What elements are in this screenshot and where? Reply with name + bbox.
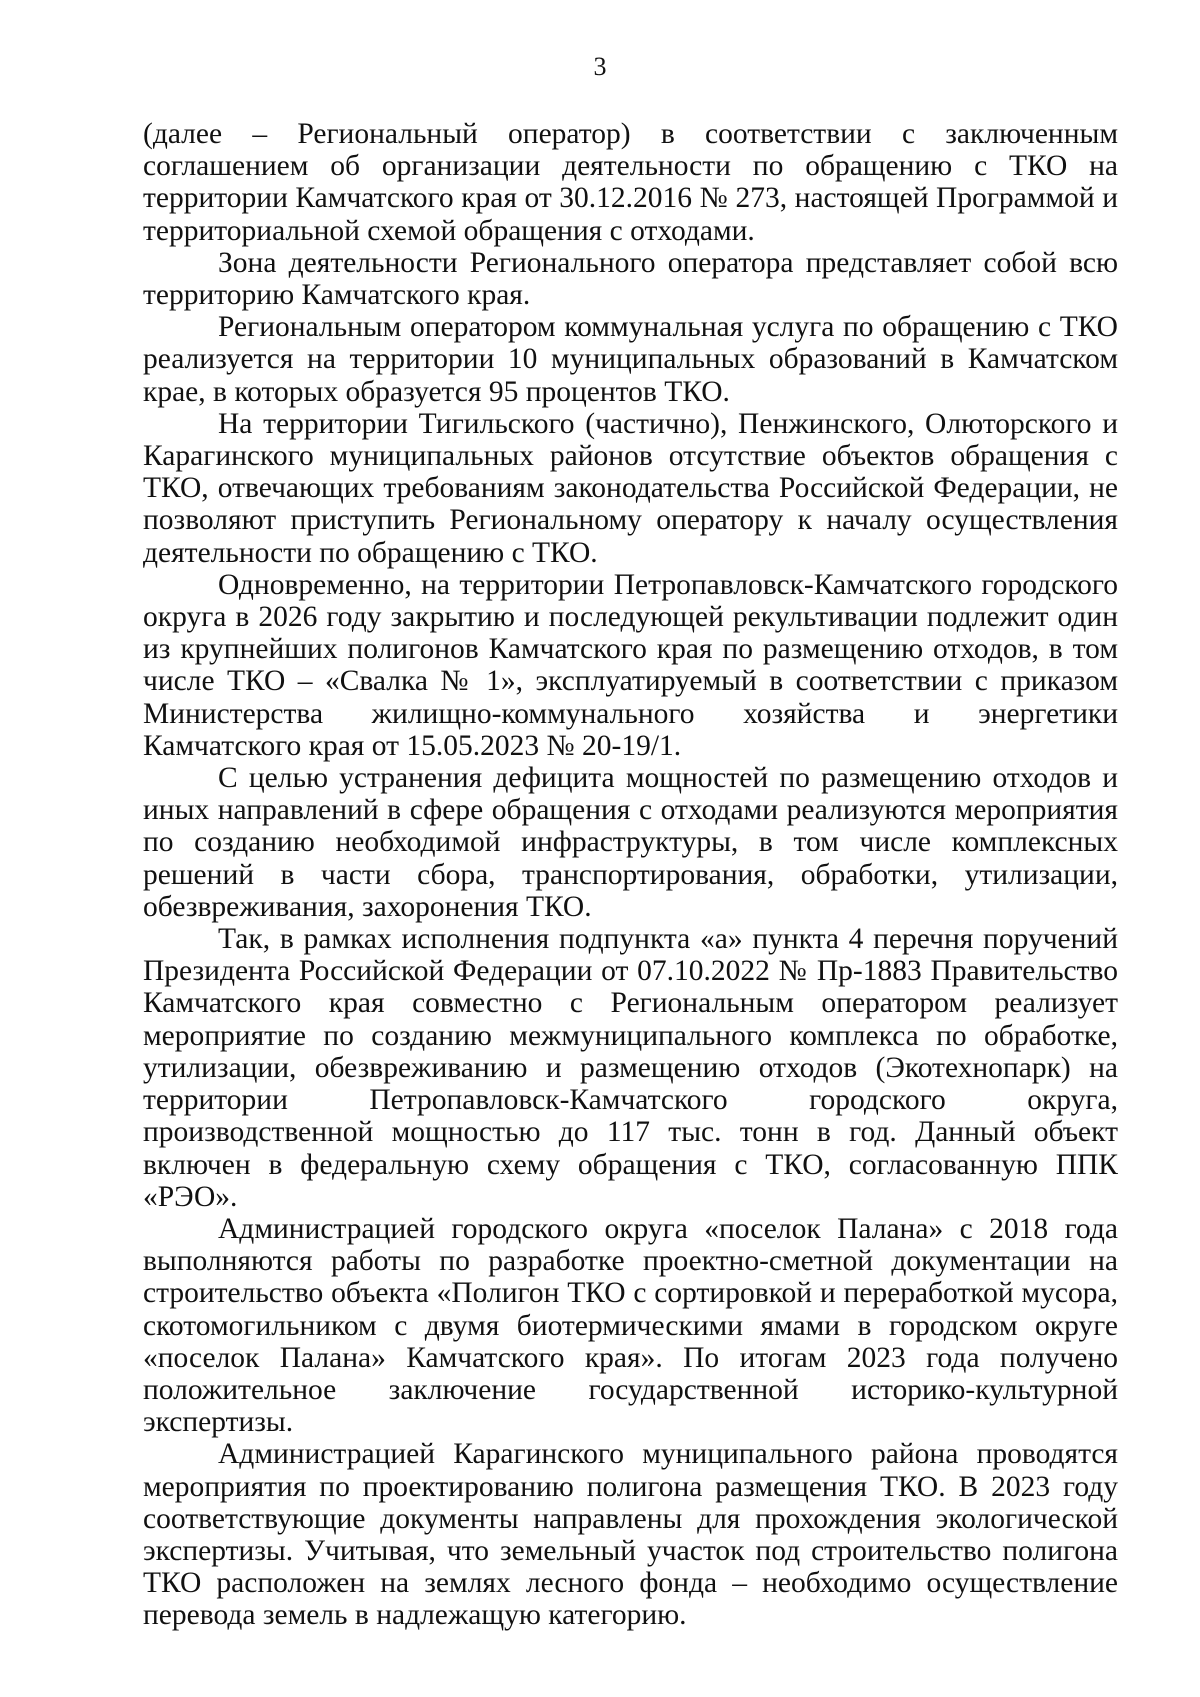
paragraph: На территории Тигильского (частично), Пенжинского, Олюторского и Карагинского муниципальных районов отсутствие объектов обращения с ТКО, отвечающих требованиям законодательства Российской Федерации, не позволяют приступить Региональному оператору к началу осуществления деятельности по обращению с ТКО. [143, 407, 1118, 569]
paragraph: Региональным оператором коммунальная услуга по обращению с ТКО реализуется на территории 10 муниципальных образований в Камчатском крае, в которых образуется 95 процентов ТКО. [143, 311, 1118, 408]
paragraph: Администрацией Карагинского муниципального района проводятся мероприятия по проектированию полигона размещения ТКО. В 2023 году соответствующие документы направлены для прохождения экологической экспертизы. Учитывая, что земельный участок под строительство полигона ТКО расположен на землях лесного фонда – необходимо осуществление перевода земель в надлежащую категорию. [143, 1438, 1118, 1632]
paragraph: Зона деятельности Регионального оператора представляет собой всю территорию Камчатского края. [143, 246, 1118, 312]
document-body [143, 118, 1118, 1632]
page-number: 3 [593, 52, 607, 81]
paragraph-continuation: (далее – Региональный оператор) в соответствии с заключенным соглашением об организации деятельности по обращению с ТКО на территории Камчатского края от 30.12.2016 № 273, настоящей Программой и территориальной схемой обращения с отходами. [143, 118, 1118, 247]
paragraph: С целью устранения дефицита мощностей по размещению отходов и иных направлений в сфере обращения с отходами реализуются мероприятия по созданию необходимой инфраструктуры, в том числе комплексных решений в части сбора, транспортирования, обработки, утилизации, обезвреживания, захоронения ТКО. [143, 762, 1118, 923]
paragraph: Одновременно, на территории Петропавловск-Камчатского городского округа в 2026 году закрытию и последующей рекультивации подлежит один из крупнейших полигонов Камчатского края по размещению отходов, в том числе ТКО – «Свалка № 1», эксплуатируемый в соответствии с приказом Министерства жилищно-коммунального хозяйства и энергетики Камчатского края от 15.05.2023 № 20-19/1. [143, 568, 1118, 762]
paragraph: Так, в рамках исполнения подпункта «а» пункта 4 перечня поручений Президента Российской Федерации от 07.10.2022 № Пр-1883 Правительство Камчатского края совместно с Региональным оператором реализует мероприятие по созданию межмуниципального комплекса по обработке, утилизации, обезвреживанию и размещению отходов (Экотехнопарк) на территории Петропавловск-Камчатского городского округа, производственной мощностью до 117 тыс. тонн в год. Данный объект включен в федеральную схему обращения с ТКО, согласованную ППК «РЭО». [143, 923, 1118, 1213]
paragraph: Администрацией городского округа «поселок Палана» с 2018 года выполняются работы по разработке проектно-сметной документации на строительство объекта «Полигон ТКО с сортировкой и переработкой мусора, скотомогильником с двумя биотермическими ямами в городском округе «поселок Палана» Камчатского края». По итогам 2023 года получено положительное заключение государственной историко-культурной экспертизы. [143, 1212, 1118, 1439]
